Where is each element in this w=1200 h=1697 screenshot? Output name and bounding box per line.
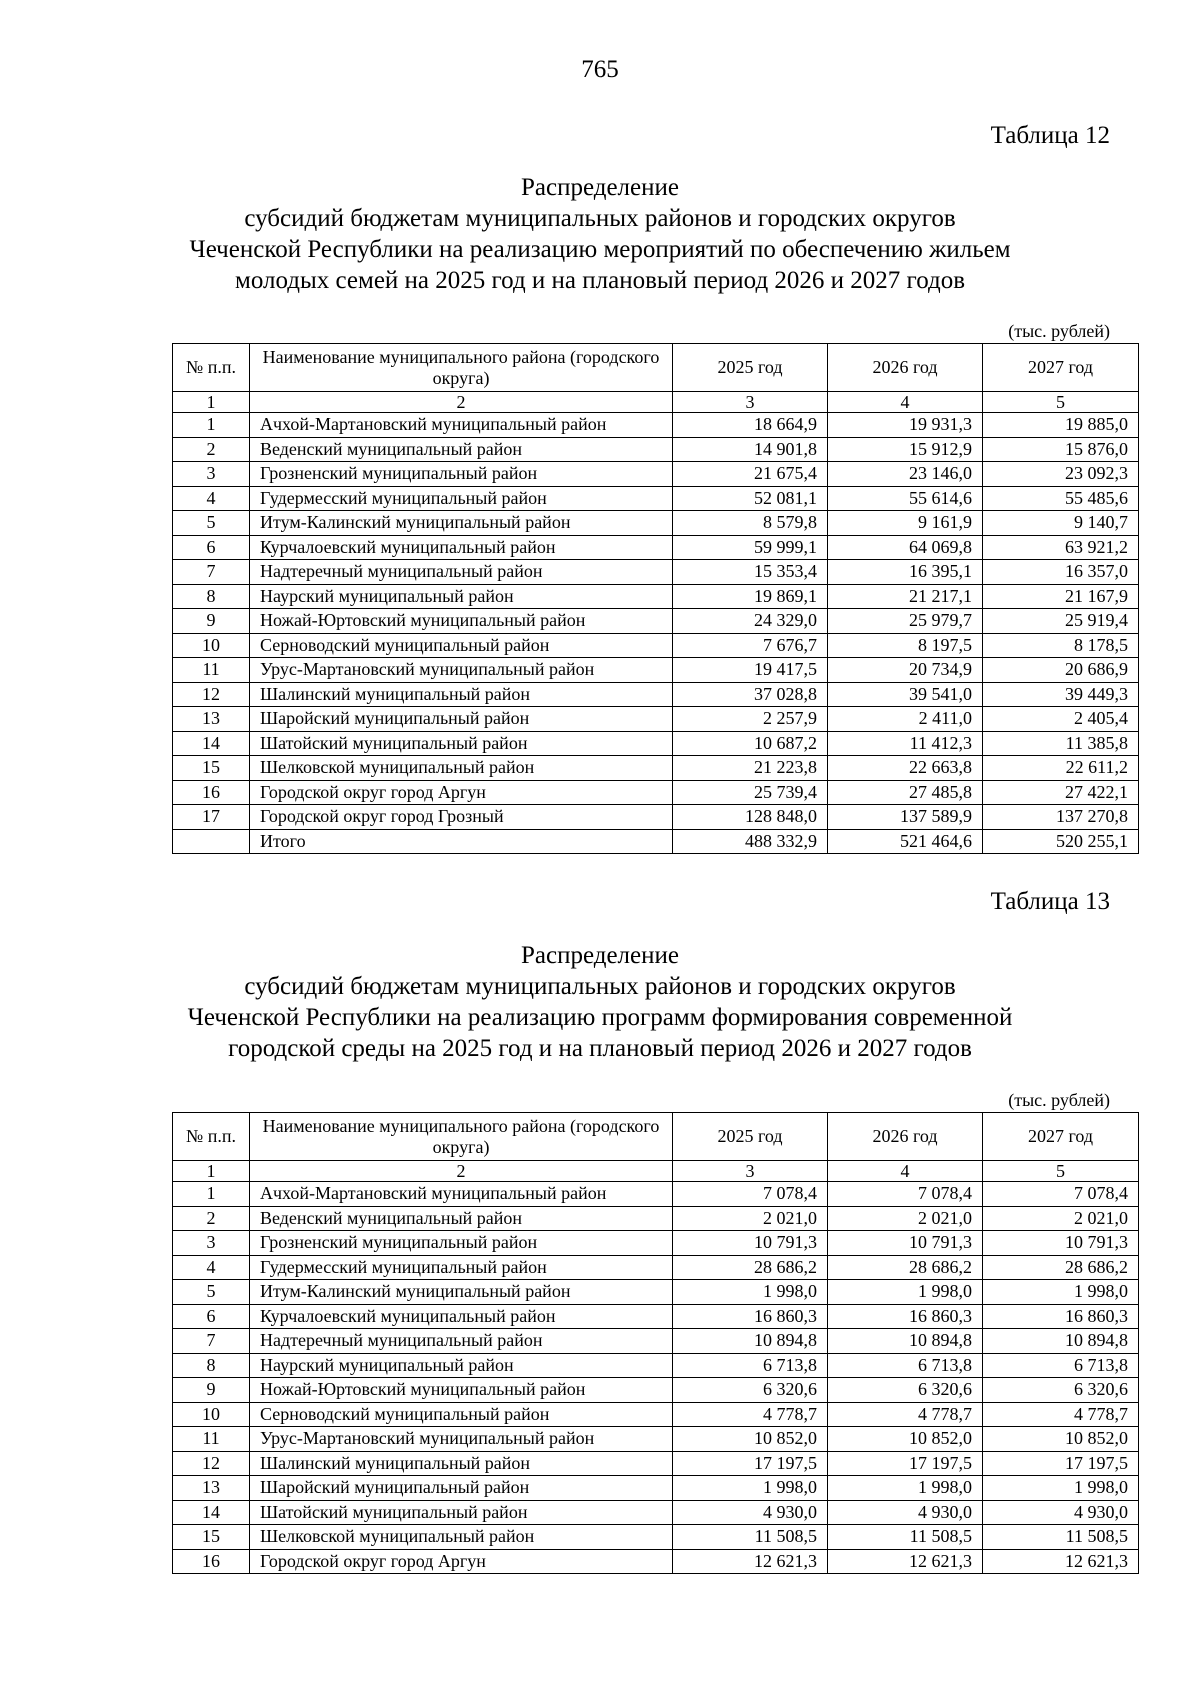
header-row <box>173 344 1139 392</box>
value-2025: 59 999,1 <box>673 535 828 560</box>
value-2026: 10 852,0 <box>828 1427 983 1452</box>
value-2027: 21 167,9 <box>983 584 1139 609</box>
row-number: 11 <box>173 1427 250 1452</box>
title-line: Распределение <box>521 174 679 201</box>
table-12-label: Таблица 12 <box>990 122 1110 149</box>
value-2026: 10 894,8 <box>828 1329 983 1354</box>
value-2026: 25 979,7 <box>828 609 983 634</box>
value-2027: 27 422,1 <box>983 780 1139 805</box>
value-2026: 55 614,6 <box>828 486 983 511</box>
table-12-body <box>173 413 1139 854</box>
column-number: 4 <box>828 392 983 413</box>
row-name: Наурский муниципальный район <box>250 584 673 609</box>
table-row <box>173 780 1139 805</box>
value-2025: 15 353,4 <box>673 560 828 585</box>
row-number: 6 <box>173 535 250 560</box>
row-name: Наурский муниципальный район <box>250 1353 673 1378</box>
value-2026: 7 078,4 <box>828 1182 983 1207</box>
page-number: 765 <box>581 56 619 83</box>
row-name: Веденский муниципальный район <box>250 437 673 462</box>
value-2027: 11 508,5 <box>983 1525 1139 1550</box>
row-number: 15 <box>173 756 250 781</box>
value-2025: 7 078,4 <box>673 1182 828 1207</box>
value-2027: 39 449,3 <box>983 682 1139 707</box>
value-2026: 23 146,0 <box>828 462 983 487</box>
value-2025: 10 894,8 <box>673 1329 828 1354</box>
value-2027: 20 686,9 <box>983 658 1139 683</box>
header-2025: 2025 год <box>673 1113 828 1161</box>
column-number: 3 <box>673 392 828 413</box>
value-2025: 6 713,8 <box>673 1353 828 1378</box>
row-name: Городской округ город Аргун <box>250 1549 673 1574</box>
row-number: 3 <box>173 462 250 487</box>
value-2026: 12 621,3 <box>828 1549 983 1574</box>
row-number: 1 <box>173 1182 250 1207</box>
row-name: Шалинский муниципальный район <box>250 682 673 707</box>
row-number: 6 <box>173 1304 250 1329</box>
row-name: Надтеречный муниципальный район <box>250 560 673 585</box>
column-number: 5 <box>983 1161 1139 1182</box>
title-line: городской среды на 2025 год и на плановый период 2026 и 2027 годов <box>228 1035 972 1062</box>
value-2025: 1 998,0 <box>673 1280 828 1305</box>
value-2027: 63 921,2 <box>983 535 1139 560</box>
row-name: Веденский муниципальный район <box>250 1206 673 1231</box>
value-2026: 22 663,8 <box>828 756 983 781</box>
value-2026: 28 686,2 <box>828 1255 983 1280</box>
table-13-body <box>173 1182 1139 1574</box>
table-12-title <box>120 172 1080 296</box>
row-number: 12 <box>173 1451 250 1476</box>
value-2025: 4 930,0 <box>673 1500 828 1525</box>
row-number: 16 <box>173 1549 250 1574</box>
table-12 <box>172 343 1139 854</box>
value-2025: 12 621,3 <box>673 1549 828 1574</box>
table-row <box>173 486 1139 511</box>
value-2025: 21 675,4 <box>673 462 828 487</box>
value-2026: 9 161,9 <box>828 511 983 536</box>
value-2027: 16 860,3 <box>983 1304 1139 1329</box>
value-2027: 520 255,1 <box>983 829 1139 854</box>
row-name: Гудермесский муниципальный район <box>250 1255 673 1280</box>
value-2025: 8 579,8 <box>673 511 828 536</box>
row-name: Городской округ город Аргун <box>250 780 673 805</box>
row-number: 8 <box>173 584 250 609</box>
title-line: Распределение <box>521 942 679 969</box>
row-number: 16 <box>173 780 250 805</box>
value-2026: 11 508,5 <box>828 1525 983 1550</box>
value-2026: 2 021,0 <box>828 1206 983 1231</box>
table-row <box>173 413 1139 438</box>
value-2027: 1 998,0 <box>983 1476 1139 1501</box>
row-name: Серноводский муниципальный район <box>250 633 673 658</box>
value-2025: 11 508,5 <box>673 1525 828 1550</box>
value-2025: 19 417,5 <box>673 658 828 683</box>
header-name: Наименование муниципального района (городского округа) <box>250 344 673 392</box>
title-line: субсидий бюджетам муниципальных районов и городских округов <box>244 973 956 1000</box>
table-row <box>173 560 1139 585</box>
value-2027: 6 713,8 <box>983 1353 1139 1378</box>
row-number: 12 <box>173 682 250 707</box>
row-number: 5 <box>173 511 250 536</box>
table-row <box>173 658 1139 683</box>
value-2026: 1 998,0 <box>828 1476 983 1501</box>
value-2027: 1 998,0 <box>983 1280 1139 1305</box>
value-2025: 10 852,0 <box>673 1427 828 1452</box>
header-number: № п.п. <box>173 1113 250 1161</box>
row-name: Городской округ город Грозный <box>250 805 673 830</box>
row-name: Курчалоевский муниципальный район <box>250 1304 673 1329</box>
value-2027: 2 021,0 <box>983 1206 1139 1231</box>
table-row <box>173 1427 1139 1452</box>
table-row <box>173 511 1139 536</box>
value-2025: 2 257,9 <box>673 707 828 732</box>
value-2025: 10 687,2 <box>673 731 828 756</box>
value-2026: 39 541,0 <box>828 682 983 707</box>
table-row <box>173 1476 1139 1501</box>
row-name: Урус-Мартановский муниципальный район <box>250 1427 673 1452</box>
table-row <box>173 535 1139 560</box>
table-row <box>173 805 1139 830</box>
value-2026: 1 998,0 <box>828 1280 983 1305</box>
row-number: 17 <box>173 805 250 830</box>
value-2027: 10 791,3 <box>983 1231 1139 1256</box>
value-2026: 8 197,5 <box>828 633 983 658</box>
table-13-label: Таблица 13 <box>990 888 1110 915</box>
value-2027: 137 270,8 <box>983 805 1139 830</box>
row-number: 10 <box>173 1402 250 1427</box>
value-2025: 488 332,9 <box>673 829 828 854</box>
row-name: Курчалоевский муниципальный район <box>250 535 673 560</box>
value-2025: 6 320,6 <box>673 1378 828 1403</box>
title-line: Чеченской Республики на реализацию мероприятий по обеспечению жильем <box>189 236 1011 263</box>
row-number: 14 <box>173 731 250 756</box>
value-2027: 10 852,0 <box>983 1427 1139 1452</box>
column-number: 4 <box>828 1161 983 1182</box>
row-name: Ачхой-Мартановский муниципальный район <box>250 413 673 438</box>
value-2026: 16 860,3 <box>828 1304 983 1329</box>
row-number: 15 <box>173 1525 250 1550</box>
table-row <box>173 707 1139 732</box>
value-2027: 17 197,5 <box>983 1451 1139 1476</box>
row-number: 2 <box>173 437 250 462</box>
table-row <box>173 731 1139 756</box>
table-row <box>173 1525 1139 1550</box>
value-2026: 10 791,3 <box>828 1231 983 1256</box>
column-numbers-row <box>173 392 1139 413</box>
row-name: Гудермесский муниципальный район <box>250 486 673 511</box>
value-2025: 21 223,8 <box>673 756 828 781</box>
value-2026: 19 931,3 <box>828 413 983 438</box>
column-number: 1 <box>173 1161 250 1182</box>
table-13-units: (тыс. рублей) <box>1008 1090 1110 1110</box>
value-2025: 25 739,4 <box>673 780 828 805</box>
row-number: 10 <box>173 633 250 658</box>
table-12-units: (тыс. рублей) <box>1008 321 1110 341</box>
value-2027: 25 919,4 <box>983 609 1139 634</box>
header-2027: 2027 год <box>983 1113 1139 1161</box>
value-2026: 27 485,8 <box>828 780 983 805</box>
value-2026: 11 412,3 <box>828 731 983 756</box>
table-row <box>173 1353 1139 1378</box>
row-number: 7 <box>173 1329 250 1354</box>
table-row <box>173 1304 1139 1329</box>
value-2027: 15 876,0 <box>983 437 1139 462</box>
row-number: 4 <box>173 1255 250 1280</box>
row-number: 13 <box>173 1476 250 1501</box>
column-number: 2 <box>250 392 673 413</box>
header-number: № п.п. <box>173 344 250 392</box>
value-2026: 6 713,8 <box>828 1353 983 1378</box>
title-line: молодых семей на 2025 год и на плановый период 2026 и 2027 годов <box>235 267 965 294</box>
header-name: Наименование муниципального района (городского округа) <box>250 1113 673 1161</box>
value-2026: 17 197,5 <box>828 1451 983 1476</box>
header-2027: 2027 год <box>983 344 1139 392</box>
row-name: Шатойский муниципальный район <box>250 1500 673 1525</box>
row-number: 8 <box>173 1353 250 1378</box>
value-2025: 52 081,1 <box>673 486 828 511</box>
row-name: Надтеречный муниципальный район <box>250 1329 673 1354</box>
value-2026: 2 411,0 <box>828 707 983 732</box>
row-name: Итум-Калинский муниципальный район <box>250 1280 673 1305</box>
table-row <box>173 1500 1139 1525</box>
table-row <box>173 1549 1139 1574</box>
value-2026: 521 464,6 <box>828 829 983 854</box>
value-2025: 7 676,7 <box>673 633 828 658</box>
value-2025: 10 791,3 <box>673 1231 828 1256</box>
table-row <box>173 1402 1139 1427</box>
table-row <box>173 829 1139 854</box>
value-2026: 20 734,9 <box>828 658 983 683</box>
value-2025: 28 686,2 <box>673 1255 828 1280</box>
row-number: 4 <box>173 486 250 511</box>
value-2027: 12 621,3 <box>983 1549 1139 1574</box>
column-number: 2 <box>250 1161 673 1182</box>
value-2025: 2 021,0 <box>673 1206 828 1231</box>
value-2027: 22 611,2 <box>983 756 1139 781</box>
row-name: Шалинский муниципальный район <box>250 1451 673 1476</box>
row-name: Шелковской муниципальный район <box>250 756 673 781</box>
value-2027: 55 485,6 <box>983 486 1139 511</box>
column-number: 3 <box>673 1161 828 1182</box>
row-name: Ножай-Юртовский муниципальный район <box>250 609 673 634</box>
value-2027: 4 778,7 <box>983 1402 1139 1427</box>
row-name: Шаройский муниципальный район <box>250 1476 673 1501</box>
value-2027: 6 320,6 <box>983 1378 1139 1403</box>
value-2025: 14 901,8 <box>673 437 828 462</box>
table-13 <box>172 1112 1139 1574</box>
header-2025: 2025 год <box>673 344 828 392</box>
table-row <box>173 756 1139 781</box>
table-row <box>173 609 1139 634</box>
value-2025: 16 860,3 <box>673 1304 828 1329</box>
row-number: 2 <box>173 1206 250 1231</box>
table-row <box>173 1255 1139 1280</box>
row-name: Ножай-Юртовский муниципальный район <box>250 1378 673 1403</box>
value-2027: 2 405,4 <box>983 707 1139 732</box>
row-number: 1 <box>173 413 250 438</box>
row-name: Грозненский муниципальный район <box>250 462 673 487</box>
row-name: Грозненский муниципальный район <box>250 1231 673 1256</box>
value-2027: 16 357,0 <box>983 560 1139 585</box>
row-number: 3 <box>173 1231 250 1256</box>
value-2025: 1 998,0 <box>673 1476 828 1501</box>
row-name: Итого <box>250 829 673 854</box>
table-13-title <box>120 940 1080 1064</box>
table-row <box>173 462 1139 487</box>
row-number: 11 <box>173 658 250 683</box>
table-row <box>173 1378 1139 1403</box>
row-name: Шаройский муниципальный район <box>250 707 673 732</box>
header-2026: 2026 год <box>828 1113 983 1161</box>
value-2027: 4 930,0 <box>983 1500 1139 1525</box>
row-name: Шелковской муниципальный район <box>250 1525 673 1550</box>
value-2027: 7 078,4 <box>983 1182 1139 1207</box>
table-row <box>173 1231 1139 1256</box>
value-2026: 4 930,0 <box>828 1500 983 1525</box>
value-2026: 21 217,1 <box>828 584 983 609</box>
value-2026: 64 069,8 <box>828 535 983 560</box>
value-2025: 19 869,1 <box>673 584 828 609</box>
row-number <box>173 829 250 854</box>
value-2027: 19 885,0 <box>983 413 1139 438</box>
table-row <box>173 682 1139 707</box>
value-2027: 11 385,8 <box>983 731 1139 756</box>
value-2025: 4 778,7 <box>673 1402 828 1427</box>
value-2027: 8 178,5 <box>983 633 1139 658</box>
value-2027: 10 894,8 <box>983 1329 1139 1354</box>
row-number: 9 <box>173 609 250 634</box>
row-number: 7 <box>173 560 250 585</box>
title-line: Чеченской Республики на реализацию программ формирования современной <box>187 1004 1013 1031</box>
value-2026: 6 320,6 <box>828 1378 983 1403</box>
table-row <box>173 437 1139 462</box>
value-2025: 17 197,5 <box>673 1451 828 1476</box>
row-name: Серноводский муниципальный район <box>250 1402 673 1427</box>
value-2026: 4 778,7 <box>828 1402 983 1427</box>
column-number: 5 <box>983 392 1139 413</box>
row-name: Итум-Калинский муниципальный район <box>250 511 673 536</box>
row-number: 13 <box>173 707 250 732</box>
value-2025: 24 329,0 <box>673 609 828 634</box>
row-number: 9 <box>173 1378 250 1403</box>
value-2027: 23 092,3 <box>983 462 1139 487</box>
value-2026: 16 395,1 <box>828 560 983 585</box>
row-number: 5 <box>173 1280 250 1305</box>
header-row <box>173 1113 1139 1161</box>
title-line: субсидий бюджетам муниципальных районов и городских округов <box>244 205 956 232</box>
value-2027: 28 686,2 <box>983 1255 1139 1280</box>
row-name: Ачхой-Мартановский муниципальный район <box>250 1182 673 1207</box>
value-2025: 128 848,0 <box>673 805 828 830</box>
column-numbers-row <box>173 1161 1139 1182</box>
table-row <box>173 633 1139 658</box>
value-2026: 137 589,9 <box>828 805 983 830</box>
table-row <box>173 1329 1139 1354</box>
header-2026: 2026 год <box>828 344 983 392</box>
row-number: 14 <box>173 1500 250 1525</box>
row-name: Урус-Мартановский муниципальный район <box>250 658 673 683</box>
table-row <box>173 1280 1139 1305</box>
value-2027: 9 140,7 <box>983 511 1139 536</box>
table-row <box>173 1206 1139 1231</box>
value-2025: 18 664,9 <box>673 413 828 438</box>
column-number: 1 <box>173 392 250 413</box>
value-2025: 37 028,8 <box>673 682 828 707</box>
value-2026: 15 912,9 <box>828 437 983 462</box>
row-name: Шатойский муниципальный район <box>250 731 673 756</box>
table-row <box>173 584 1139 609</box>
table-row <box>173 1451 1139 1476</box>
table-row <box>173 1182 1139 1207</box>
